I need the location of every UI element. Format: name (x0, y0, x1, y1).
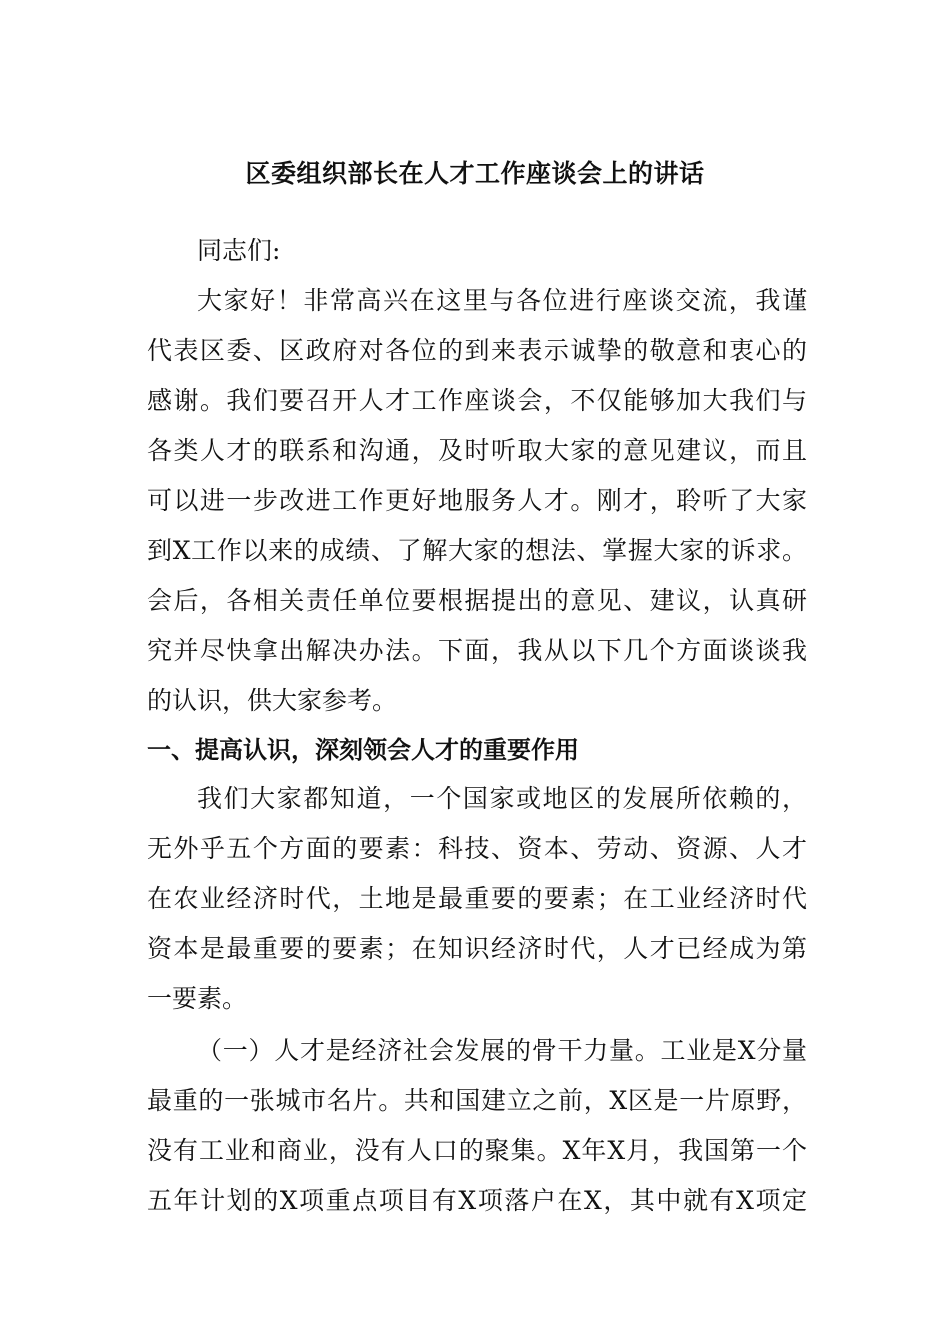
paragraph-line: （一）人才是经济社会发展的骨干力量。工业是X分量 (197, 1036, 807, 1065)
salutation: 同志们: (197, 236, 281, 265)
paragraph-line: 在农业经济时代，土地是最重要的要素；在工业经济时代 (147, 884, 807, 913)
section-heading: 一、提高认识，深刻领会人才的重要作用 (147, 736, 579, 764)
paragraph-line: 无外乎五个方面的要素：科技、资本、劳动、资源、人才 (147, 834, 807, 863)
paragraph-line: 没有工业和商业，没有人口的聚集。X年X月，我国第一个 (147, 1136, 807, 1165)
paragraph-line: 我们大家都知道，一个国家或地区的发展所依赖的， (197, 784, 807, 813)
paragraph-line: 五年计划的X项重点项目有X项落户在X，其中就有X项定 (147, 1186, 807, 1215)
paragraph-line: 到X工作以来的成绩、了解大家的想法、掌握大家的诉求。 (147, 536, 807, 565)
paragraph-line: 代表区委、区政府对各位的到来表示诚挚的敬意和衷心的 (147, 336, 807, 365)
paragraph-line: 各类人才的联系和沟通，及时听取大家的意见建议，而且 (147, 436, 807, 465)
paragraph-line: 可以进一步改进工作更好地服务人才。刚才，聆听了大家 (147, 486, 807, 515)
paragraph-line: 究并尽快拿出解决办法。下面，我从以下几个方面谈谈我 (147, 636, 807, 665)
paragraph-line: 感谢。我们要召开人才工作座谈会，不仅能够加大我们与 (147, 386, 807, 415)
paragraph-line: 大家好！非常高兴在这里与各位进行座谈交流，我谨 (197, 286, 807, 315)
paragraph-line: 一要素。 (147, 984, 248, 1013)
paragraph-line: 会后，各相关责任单位要根据提出的意见、建议，认真研 (147, 586, 807, 615)
paragraph-line: 的认识，供大家参考。 (147, 686, 398, 715)
paragraph-line: 资本是最重要的要素；在知识经济时代，人才已经成为第 (147, 934, 807, 963)
paragraph-line: 最重的一张城市名片。共和国建立之前，X区是一片原野， (147, 1086, 807, 1115)
document-title: 区委组织部长在人才工作座谈会上的讲话 (245, 159, 705, 188)
